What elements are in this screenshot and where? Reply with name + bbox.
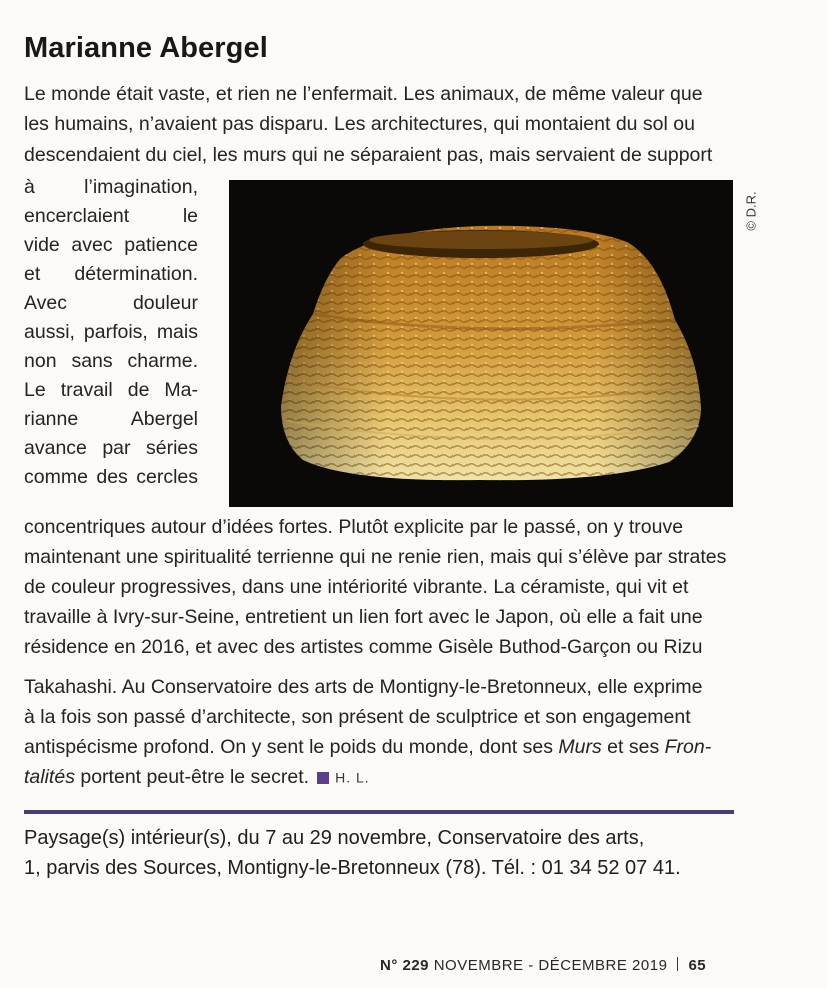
- text-run: et ses: [601, 736, 665, 758]
- text-line: résidence en 2016, et avec des artistes comme Gisèle Buthod-Garçon ou Rizu: [24, 636, 703, 658]
- photo-credit-text: © D.R.: [743, 191, 759, 231]
- italic-title: Murs: [558, 736, 602, 758]
- page-footer: [380, 957, 706, 974]
- exhibition-info: [24, 823, 681, 883]
- ceramic-sculpture-image: [229, 180, 733, 507]
- page-number: 65: [688, 957, 707, 974]
- text-line: comme des cercles: [24, 466, 198, 488]
- text-line: rianne Abergel: [24, 408, 198, 430]
- text-line: les humains, n’avaient pas disparu. Les architectures, qui montaient du sol ou: [24, 113, 695, 135]
- issue-number: N° 229: [380, 957, 430, 974]
- text-line: à l’imagination,: [24, 176, 198, 198]
- text-line: [24, 763, 370, 792]
- info-line: 1, parvis des Sources, Montigny-le-Bretonneux (78). Tél. : 01 34 52 07 41.: [24, 857, 681, 879]
- text-line: maintenant une spiritualité terrienne qui ne renie rien, mais qui s’élève par strates: [24, 546, 727, 568]
- italic-title: talités: [24, 766, 75, 788]
- text-line: aussi, parfois, mais: [24, 321, 198, 343]
- article-title: Marianne Abergel: [24, 32, 268, 64]
- text-line: descendaient du ciel, les murs qui ne séparaient pas, mais servaient de support: [24, 144, 713, 166]
- text-line: non sans charme.: [24, 350, 198, 372]
- text-line: avance par séries: [24, 437, 198, 459]
- divider-rule: [24, 810, 734, 814]
- text-line: Takahashi. Au Conservatoire des arts de Montigny-le-Bretonneux, elle exprime: [24, 676, 703, 698]
- text-line: de couleur progressives, dans une intériorité vibrante. La céramiste, qui vit et: [24, 576, 689, 598]
- sculpture-photo: [229, 180, 733, 507]
- text-line: [24, 733, 711, 762]
- end-mark-square: [317, 772, 329, 784]
- text-run: portent peut-être le secret.: [74, 766, 310, 788]
- text-line: concentriques autour d’idées fortes. Plutôt explicite par le passé, on y trouve: [24, 516, 684, 538]
- text-line: encerclaient le: [24, 205, 198, 227]
- wrap-column: [24, 173, 198, 492]
- text-line: Avec douleur: [24, 292, 198, 314]
- text-line: Le travail de Ma-: [24, 379, 198, 401]
- author-initials: H. L.: [335, 769, 370, 786]
- photo-credit: [742, 180, 760, 242]
- footer-separator: [677, 957, 678, 971]
- issue-period: NOVEMBRE - DÉCEMBRE 2019: [429, 957, 668, 974]
- info-line: Paysage(s) intérieur(s), du 7 au 29 novembre, Conservatoire des arts,: [24, 827, 645, 849]
- text-line: travaille à Ivry-sur-Seine, entretient un lien fort avec le Japon, où elle a fait une: [24, 606, 703, 628]
- text-line: vide avec patience: [24, 234, 198, 256]
- italic-title: Fron-: [664, 736, 712, 758]
- text-line: Le monde était vaste, et rien ne l’enfermait. Les animaux, de même valeur que: [24, 83, 703, 105]
- text-line: et détermination.: [24, 263, 198, 285]
- text-run: antispécisme profond. On y sent le poids du monde, dont ses: [24, 736, 559, 758]
- text-line: à la fois son passé d’architecte, son présent de sculptrice et son engagement: [24, 706, 691, 728]
